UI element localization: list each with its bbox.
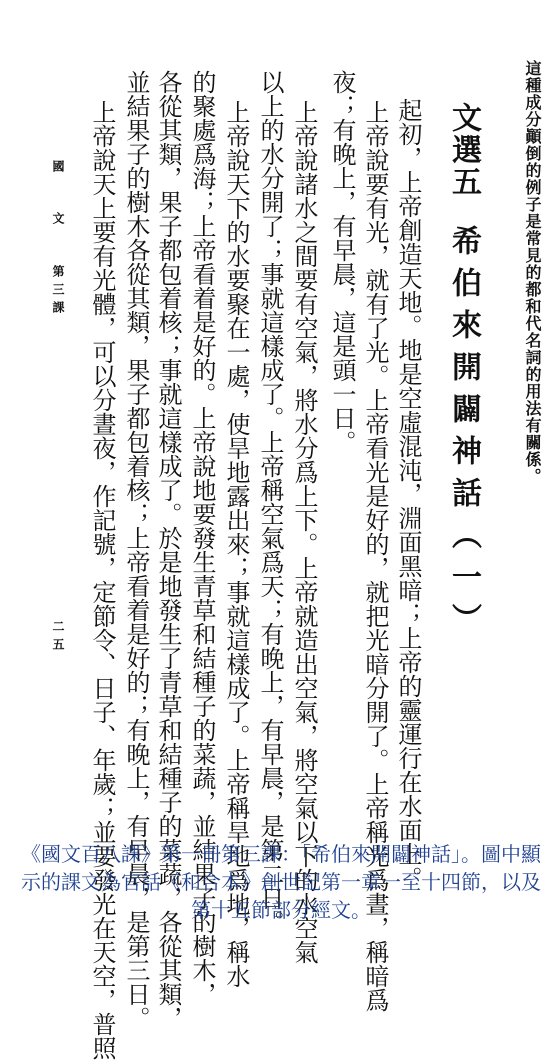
- footer-lesson-number: 第三課: [51, 265, 65, 319]
- lesson-title: 希伯來開闢神話（一）: [446, 225, 481, 645]
- body-line: 上帝說諸水之間要有空氣，將水分爲上下。上帝就造出空氣，將空氣以下的水空氣: [290, 100, 318, 964]
- header-note: 這種成分顚倒的例子是常見的都和代名詞的用法有關係。: [523, 60, 542, 485]
- body-line: 起初，上帝創造天地。地是空虛混沌，淵面黑暗；上帝的靈運行在水面上。: [394, 98, 422, 890]
- body-line: 各從其類，果子都包着核；事就這樣成了。於是地發生了青草和結種子的菜蔬，各從其類，: [154, 70, 182, 1030]
- lesson-label: 文選五: [446, 102, 481, 198]
- body-line: 的聚處爲海；上帝看着是好的。上帝說地要發生青草和結種子的菜蔬，並結果子的樹木，: [188, 70, 216, 1006]
- body-line: 上帝說要有光，就有了光。上帝看光是好的，就把光暗分開了。上帝稱光爲晝，稱暗爲: [361, 100, 389, 1012]
- body-line: 以上的水分開了；事就這樣成了。上帝稱空氣爲天；有晚上，有早晨，是第二日。: [256, 70, 284, 934]
- body-line: 夜；有晚上，有早晨，這是頭一日。: [328, 70, 356, 454]
- body-line: 上帝說天下的水要聚在一處，使旱地露出來；事就這樣成了。上帝稱旱地爲地，稱水: [222, 100, 250, 988]
- footer-page-number: 二五: [51, 620, 65, 656]
- footer-subject: 文: [51, 212, 65, 230]
- body-line: 上帝說天上要有光體，可以分晝夜，作記號，定節令、日子、年歲；並要發光在天空，普照: [88, 100, 116, 1060]
- footer-book: 國: [51, 160, 65, 178]
- image-caption: 《國文百八課》第一冊第三課：「希伯來開闢神話」。圖中顯示的課文為官話《和合本》創世記第一章一至十四節，以及第十五節部分經文。: [21, 842, 541, 922]
- body-line: 並結果子的樹木各從其類，果子都包着核；上帝看着是好的；有晚上，有早晨，是第三日。: [122, 70, 150, 1030]
